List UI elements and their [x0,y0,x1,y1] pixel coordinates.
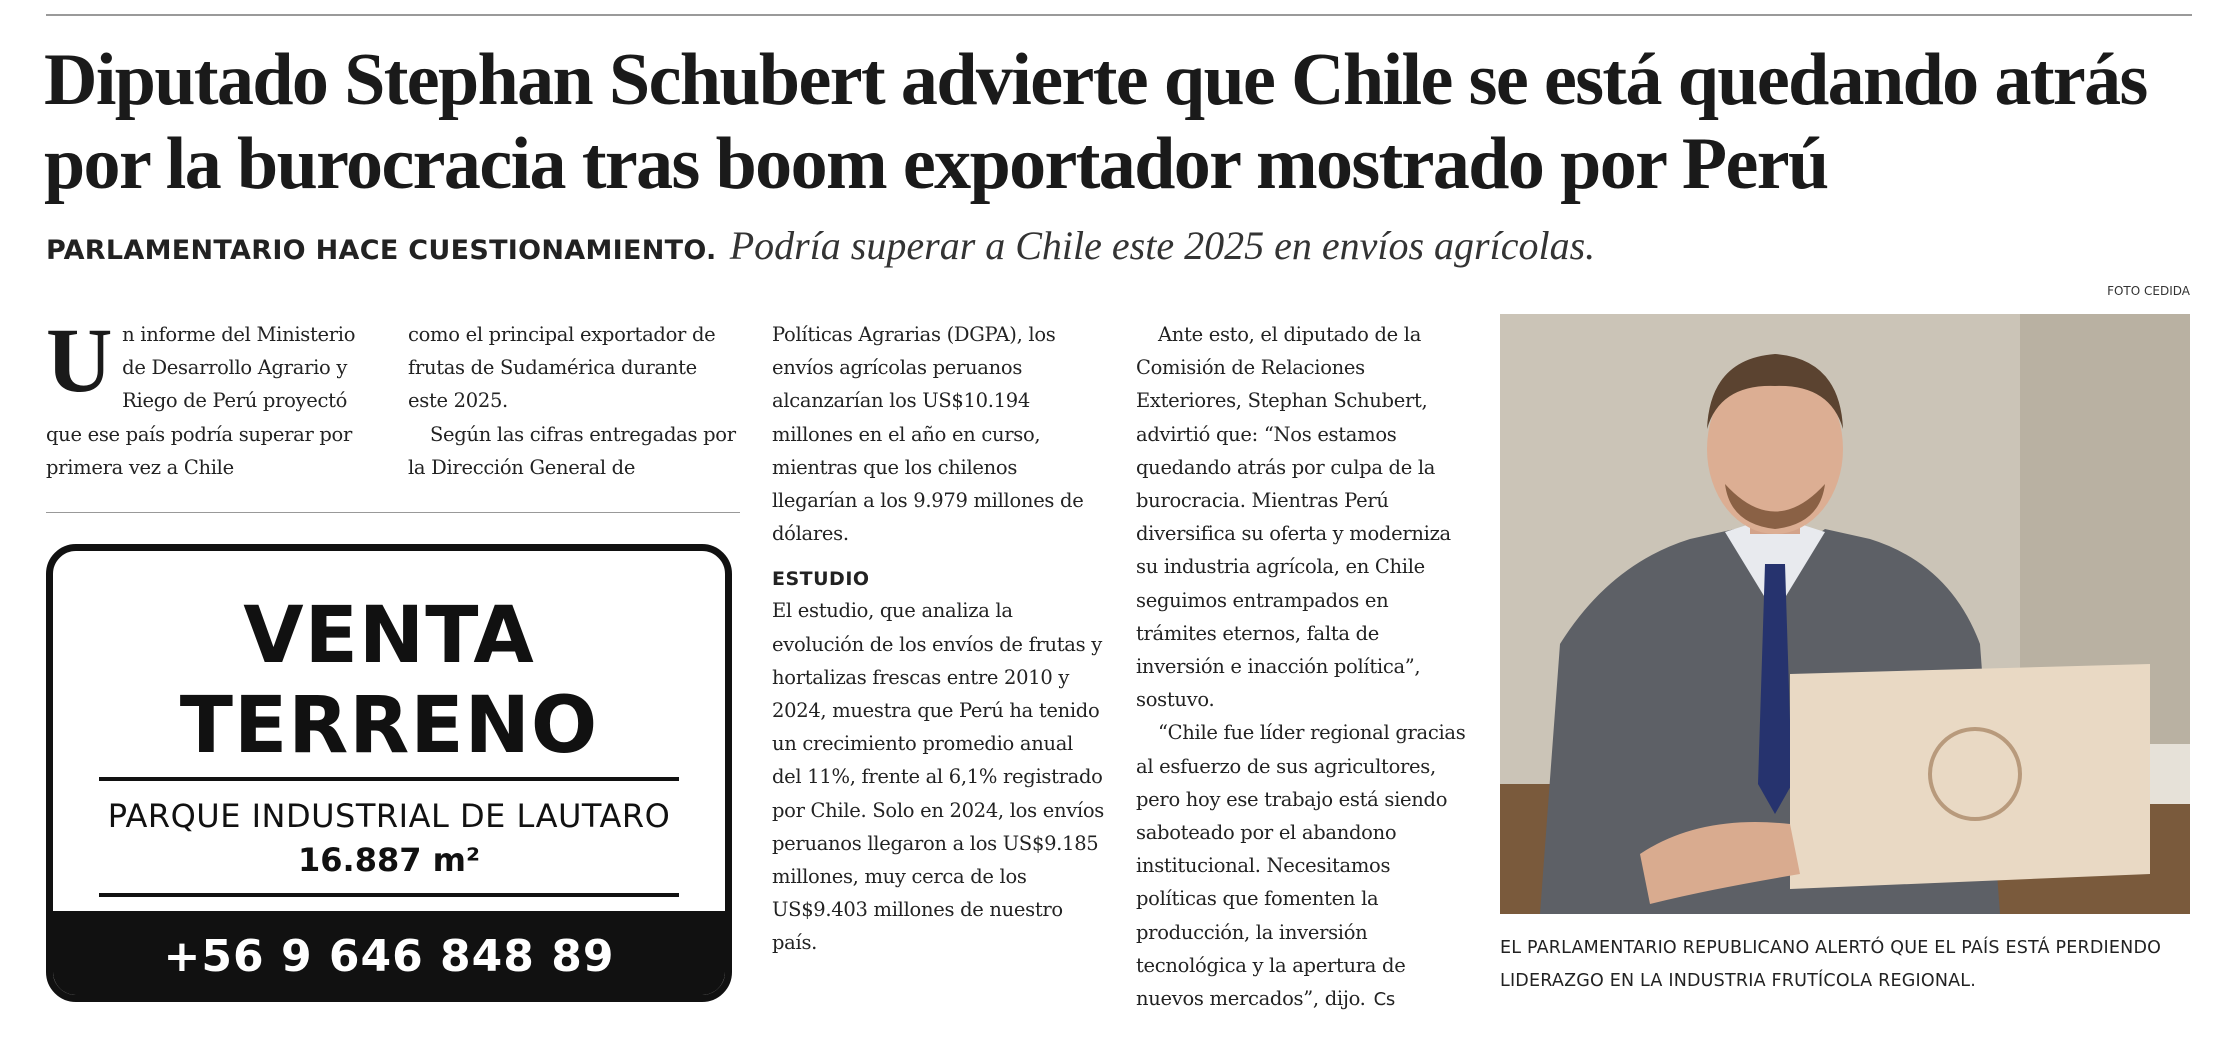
dropcap: U [46,309,113,411]
photo-caption: EL PARLAMENTARIO REPUBLICANO ALERTÓ QUE EL PAÍS ESTÁ PERDIENDO LIDERAZGO EN LA INDUSTRIA FRUTÍCOLA REGIONAL. [1500,938,2162,991]
article-column-2 [408,318,740,484]
article-column-4 [1136,318,1468,1016]
subline [46,222,2206,269]
deck: Podría superar a Chile este 2025 en envíos agrícolas. [729,223,1596,268]
column-3-paragraph-2: El estudio, que analiza la evolución de los envíos de frutas y hortalizas frescas entre 2010 y 2024, muestra que Perú ha tenido un crecimiento promedio anual del 11%, frente al 6,1% registrado por Chile. Solo en 2024, los envíos peruanos llegaron a los US$9.185 millones, muy cerca de los US$9.403 millones de nuestro país. [772,599,1105,955]
ad-phone: +56 9 646 848 89 [163,931,615,982]
photo-credit: FOTO CEDIDA [2107,284,2190,298]
column-2-paragraph-2: Según las cifras entregadas por la Dirección General de [408,422,736,479]
subhead-estudio: ESTUDIO [772,568,870,591]
ad-title-line-2: TERRENO [179,681,599,771]
column-4-paragraph-1: Ante esto, el diputado de la Comisión de Relaciones Exteriores, Stephan Schubert, advirtió que: “Nos estamos quedando atrás por culpa de la burocracia. Mientras Perú diversifica su oferta y moderniza su industria agrícola, en Chile seguimos entrampados en trámites eternos, falta de inversión e inacción política”, sostuvo. [1136,323,1451,712]
headline: Diputado Stephan Schubert advierte que Chile se está quedando atrás por la burocracia tras boom exportador mostrado por Perú [44,39,2147,205]
article-column-3 [772,318,1104,960]
ad-title [53,591,725,771]
top-rule [46,14,2192,16]
ad-phone-band [53,911,725,1002]
column-4-paragraph-2 [1136,716,1468,1016]
ad-title-line-1: VENTA [243,591,535,681]
article-column-1 [46,309,376,484]
photo-illustration [1500,314,2190,914]
article-photo [1500,314,2190,914]
column-4-paragraph-2-text: “Chile fue líder regional gracias al esfuerzo de sus agricultores, pero hoy ese trabajo está siendo saboteado por el abandono institucional. Necesitamos políticas que fomenten la producción, la inversión tecnológica y la apertura de nuevos mercados”, dijo. [1136,721,1466,1011]
ad-area: 16.887 m² [298,841,480,879]
ad-rule-bottom [99,893,679,897]
ad-rule-top [99,777,679,781]
section-divider [46,512,740,513]
real-estate-ad [46,544,732,1002]
column-1-paragraph: n informe del Ministerio de Desarrollo Agrario y Riego de Perú proyectó que ese país podría superar por primera vez a Chile [46,323,356,479]
column-2-paragraph-1: como el principal exportador de frutas de Sudamérica durante este 2025. [408,323,716,413]
ad-location: PARQUE INDUSTRIAL DE LAUTARO [107,797,671,835]
end-mark: Cs [1373,989,1395,1011]
kicker: PARLAMENTARIO HACE CUESTIONAMIENTO. [46,235,717,266]
column-3-paragraph-1: Políticas Agrarias (DGPA), los envíos agrícolas peruanos alcanzarían los US$10.194 millones en el año en curso, mientras que los chilenos llegarían a los 9.979 millones de dólares. [772,323,1084,546]
